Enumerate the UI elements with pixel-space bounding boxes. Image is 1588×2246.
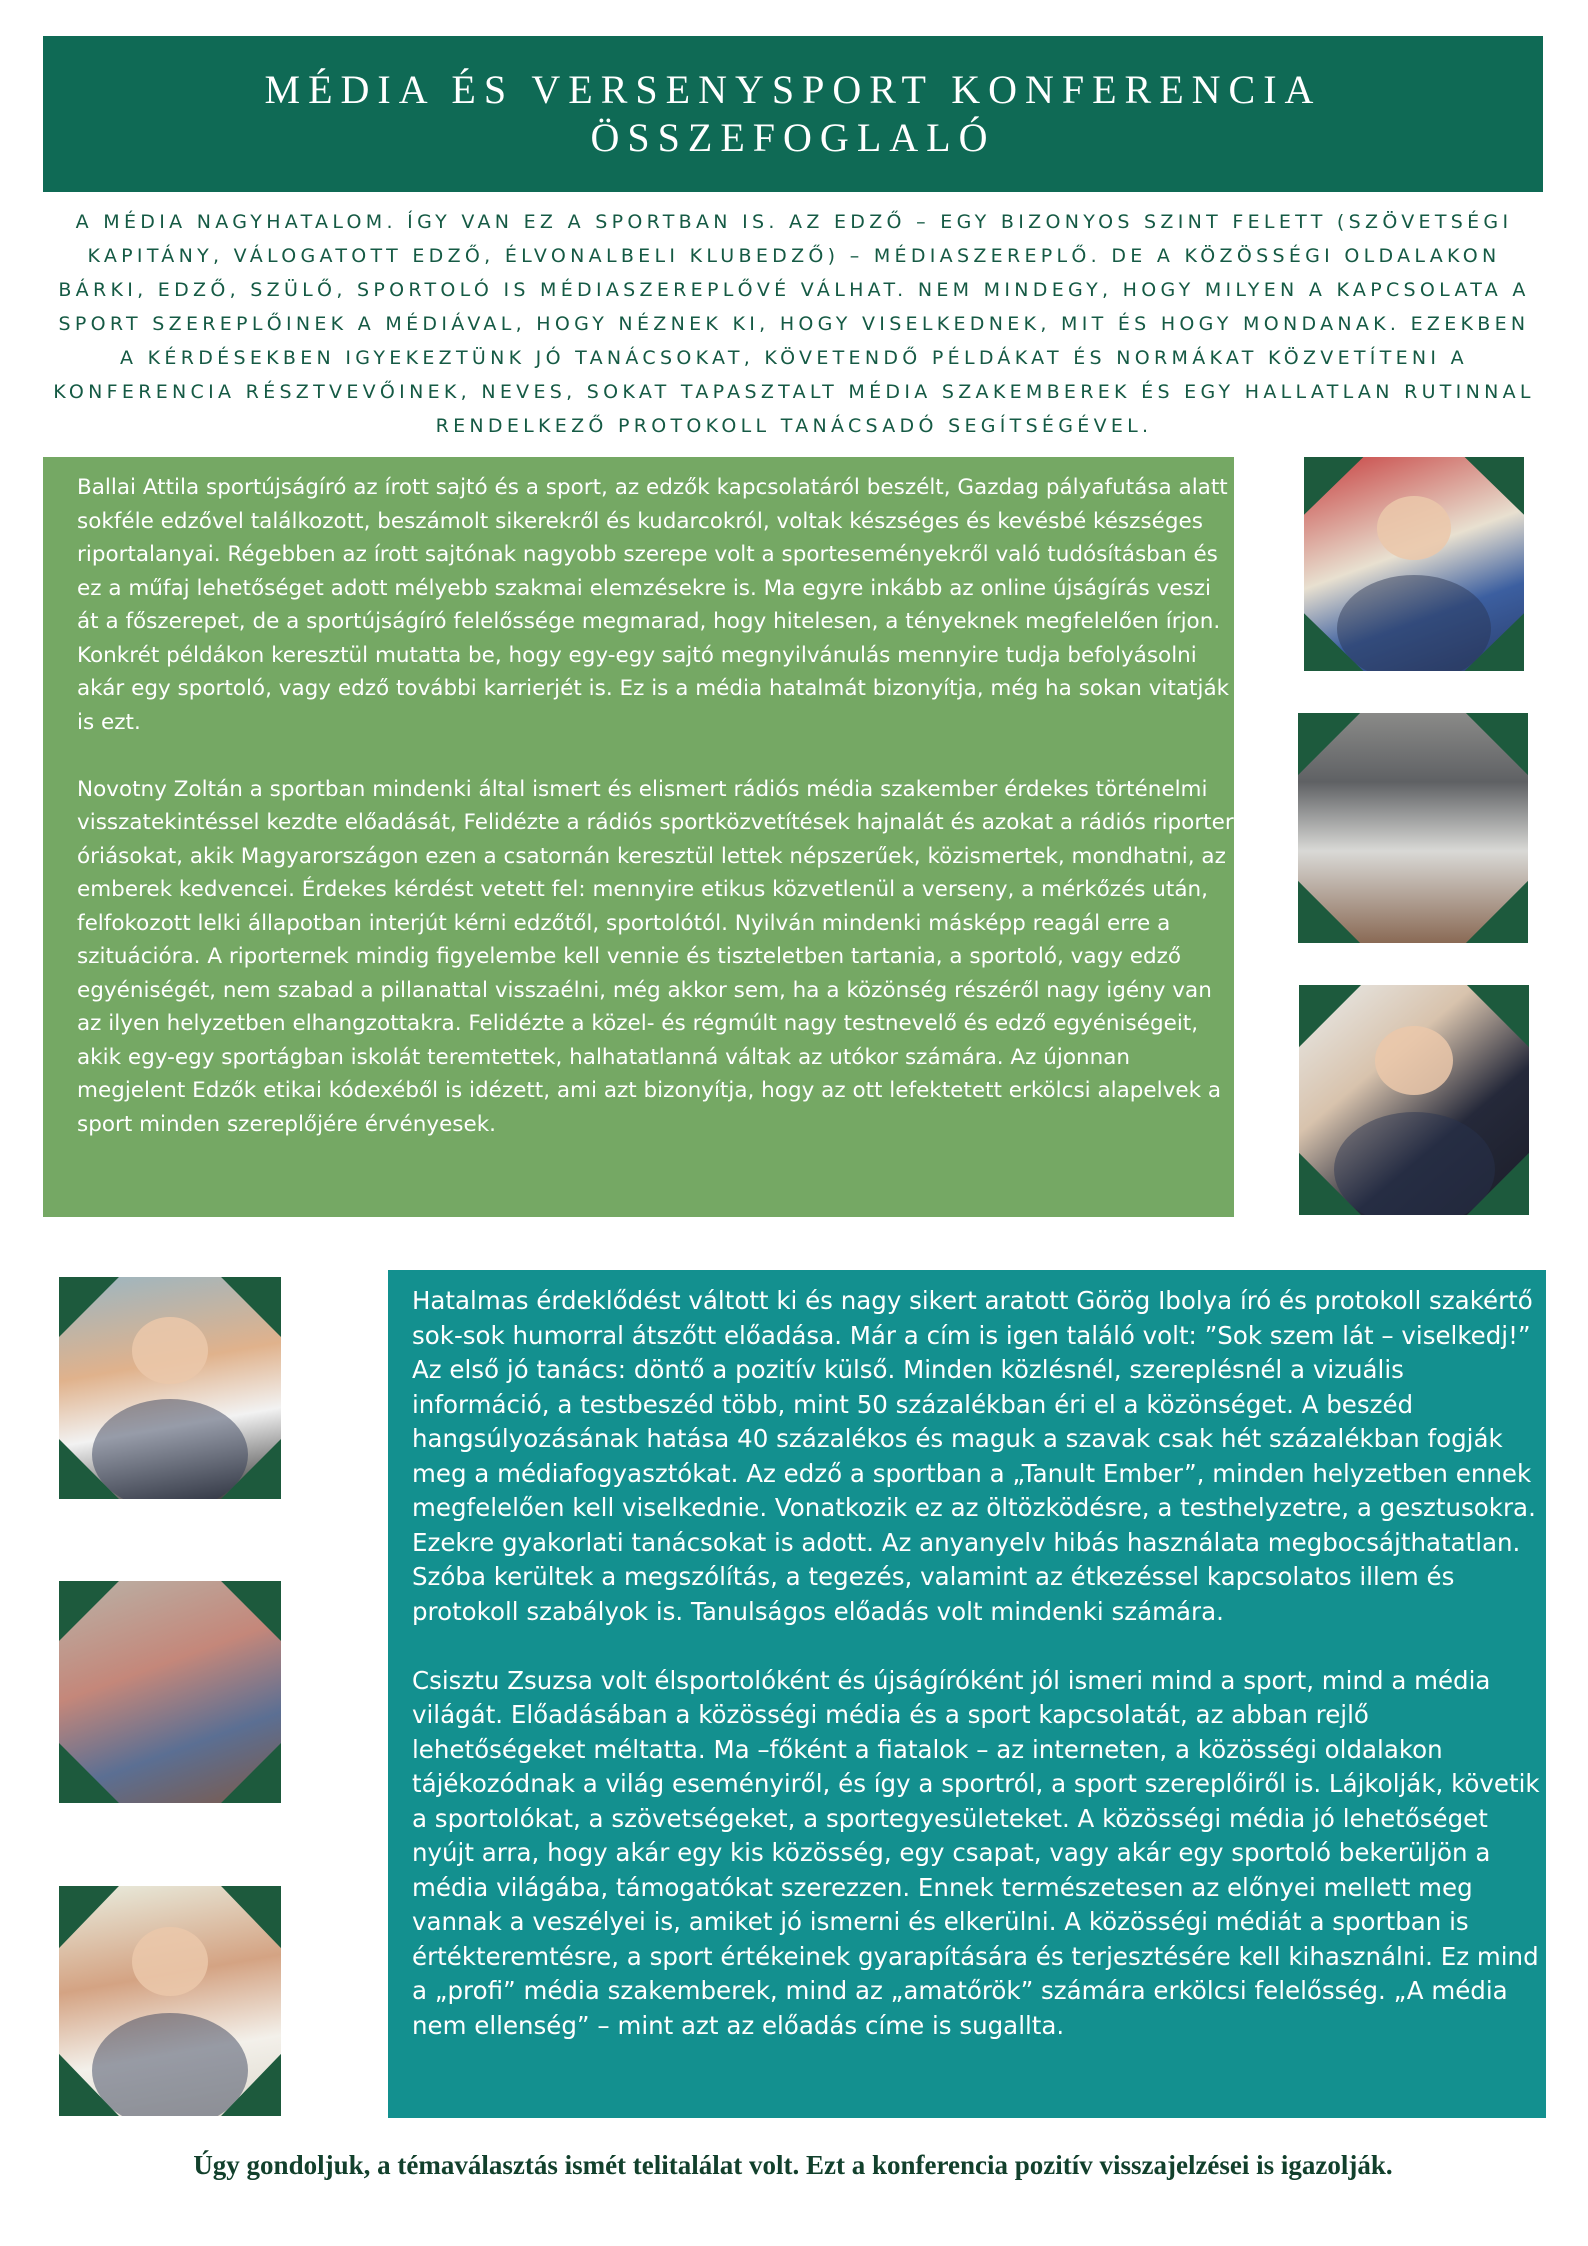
photo-image xyxy=(1304,457,1524,671)
photo-speaker-gorog xyxy=(59,1277,281,1499)
photo-audience-2 xyxy=(59,1581,281,1803)
photo-image xyxy=(59,1277,281,1499)
photo-image xyxy=(59,1581,281,1803)
photo-image xyxy=(1299,985,1529,1215)
section-two-paragraph-1: Hatalmas érdeklődést váltott ki és nagy sikert aratott Görög Ibolya író és protokoll szakértő sok-sok humorral átszőtt előadása. Már a cím is igen találó volt: ”Sok szem lát – viselkedj!” Az első jó tanács: döntő a pozitív külső. Minden közlésnél, szereplésnél a vizuális információ, a testbeszéd több, mint 50 százalékban éri el a közönséget. A beszéd hangsúlyozásának hatása 40 százalékos és maguk a szavak csak hét százalékban fogják meg a médiafogyasztókat. Az edző a sportban a „Tanult Ember”, minden helyzetben ennek megfelelően kell viselkednie. Vonatkozik ez az öltözködésre, a testhelyzetre, a gesztusokra. Ezekre gyakorlati tanácsokat is adott. Az anyanyelv hibás használata megbocsájthatatlan. Szóba kerültek a megszólítás, a tegezés, valamint az étkezéssel kapcsolatos illem és protokoll szabályok is. Tanulságos előadás volt mindenki számára. xyxy=(412,1286,1536,1626)
photo-audience-1 xyxy=(1298,713,1528,943)
page-header xyxy=(43,36,1543,192)
intro-text: A MÉDIA NAGYHATALOM. ÍGY VAN EZ A SPORTBAN IS. AZ EDZŐ – EGY BIZONYOS SZINT FELETT (SZÖVETSÉGI KAPITÁNY, VÁLOGATOTT EDZŐ, ÉLVONALBELI KLUBEDZŐ) – MÉDIASZEREPLŐ. DE A KÖZÖSSÉGI OLDALAKON BÁRKI, EDZŐ, SZÜLŐ, SPORTOLÓ IS MÉDIASZEREPLŐVÉ VÁLHAT. NEM MINDEGY, HOGY MILYEN A KAPCSOLATA A SPORT SZEREPLŐINEK A MÉDIÁVAL, HOGY NÉZNEK KI, HOGY VISELKEDNEK, MIT ÉS HOGY MONDANAK. EZEKBEN A KÉRDÉSEKBEN IGYEKEZTÜNK JÓ TANÁCSOKAT, KÖVETENDŐ PÉLDÁKAT ÉS NORMÁKAT KÖZVETÍTENI A KONFERENCIA RÉSZTVEVŐINEK, NEVES, SOKAT TAPASZTALT MÉDIA SZAKEMBEREK ÉS EGY HALLATLAN RUTINNAL RENDELKEZŐ PROTOKOLL TANÁCSADÓ SEGÍTSÉGÉVEL. xyxy=(53,211,1535,437)
page-title-line2: ÖSSZEFOGLALÓ xyxy=(590,115,996,160)
section-one-box xyxy=(43,457,1234,1217)
photo-image xyxy=(59,1886,281,2116)
photo-speaker-novotny xyxy=(1299,985,1529,1215)
closing-statement: Úgy gondoljuk, a témaválasztás ismét telitalálat volt. Ezt a konferencia pozitív visszajelzései is igazolják. xyxy=(193,2150,1393,2180)
section-one-paragraph-1: Ballai Attila sportújságíró az írott sajtó és a sport, az edzők kapcsolatáról beszélt, Gazdag pályafutása alatt sokféle edzővel találkozott, beszámolt sikerekről és kudarcokról, voltak készséges és kevésbé készséges riportalanyai. Régebben az írott sajtónak nagyobb szerepe volt a sporteseményekről való tudósításban és ez a műfaj lehetőséget adott mélyebb szakmai elemzésekre is. Ma egyre inkább az online újságírás veszi át a főszerepet, de a sportújságíró felelőssége megmarad, hogy hitelesen, a tényeknek megfelelően írjon. Konkrét példákon keresztül mutatta be, hogy egy-egy sajtó megnyilvánulás mennyire tudja befolyásolni akár egy sportoló, vagy edző további karrierjét is. Ez is a média hatalmát bizonyítja, még ha sokan vitatják is ezt. xyxy=(77,475,1230,735)
photo-image xyxy=(1298,713,1528,943)
page-title-line1: MÉDIA ÉS VERSENYSPORT KONFERENCIA xyxy=(264,67,1322,112)
photo-speaker-csisztu xyxy=(59,1886,281,2116)
photo-speaker-ballai xyxy=(1304,457,1524,671)
section-two-box xyxy=(388,1270,1546,2118)
section-one-paragraph-2: Novotny Zoltán a sportban mindenki által ismert és elismert rádiós média szakember érdekes történelmi visszatekintéssel kezdte előadását, Felidézte a rádiós sportközvetítések hajnalát és azokat a rádiós riporter óriásokat, akik Magyarországon ezen a csatornán keresztül lettek népszerűek, közismertek, mondhatni, az emberek kedvencei. Érdekes kérdést vetett fel: mennyire etikus közvetlenül a verseny, a mérkőzés után, felfokozott lelki állapotban interjút kérni edzőtől, sportolótól. Nyilván mindenki másképp reagál erre a szituációra. A riporternek mindig figyelembe kell vennie és tiszteletben tartania, a sportoló, vagy edző egyéniségét, nem szabad a pillanattal visszaélni, még akkor sem, ha a közönség részéről nagy igény van az ilyen helyzetben elhangzottakra. Felidézte a közel- és régmúlt nagy testnevelő és edző egyéniségeit, akik egy-egy sportágban iskolát teremtettek, halhatatlanná váltak az utókor számára. Az újonnan megjelent Edzők etikai kódexéből is idézett, ami azt bizonyítja, hogy az ott lefektetett erkölcsi alapelvek a sport minden szereplőjére érvényesek. xyxy=(77,776,1234,1137)
section-two-paragraph-2: Csisztu Zsuzsa volt élsportolóként és újságíróként jól ismeri mind a sport, mind a média világát. Előadásában a közösségi média és a sport kapcsolatát, az abban rejlő lehetőségeket méltatta. Ma –főként a fiatalok – az interneten, a közösségi oldalakon tájékozódnak a világ eseményiről, és így a sportról, a sport szereplőiről is. Lájkolják, követik a sportolókat, a szövetségeket, a sportegyesületeket. A közösségi média jó lehetőséget nyújt arra, hogy akár egy kis közösség, egy csapat, vagy akár egy sportoló bekerüljön a média világába, támogatókat szerezzen. Ennek természetesen az előnyei mellett meg vannak a veszélyei is, amiket jó ismerni és elkerülni. A közösségi médiát a sportban is értékteremtésre, a sport értékeinek gyarapítására és terjesztésére kell kihasználni. Ez mind a „profi” média szakemberek, mind az „amatőrök” számára erkölcsi felelősség. „A média nem ellenség” – mint azt az előadás címe is sugallta. xyxy=(412,1665,1540,2040)
